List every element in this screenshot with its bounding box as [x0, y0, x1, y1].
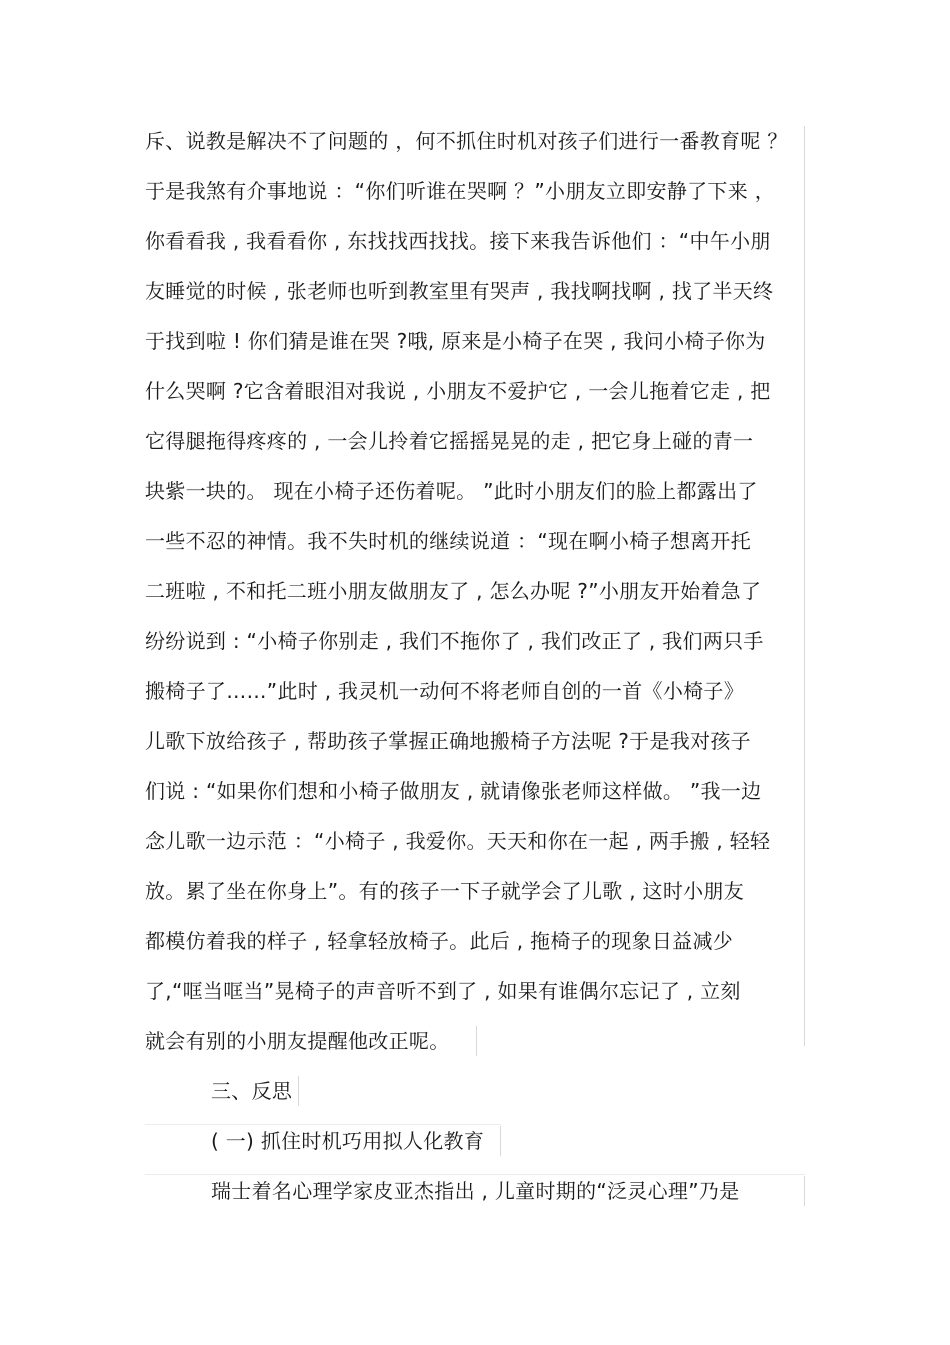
body-line-16: 放。累了坐在你身上”。有的孩子一下子就学会了儿歌 , 这时小朋友 — [145, 879, 745, 903]
body-line-1: 斥、说教是解决不了问题的 ，何不抓住时机对孩子们进行一番教育呢 ？ — [145, 129, 788, 153]
table-rule — [145, 1174, 805, 1175]
table-rule — [145, 1124, 501, 1125]
body-line-15: 念儿歌一边示范 ：“小椅子 , 我爱你。天天和你在一起 , 两手搬 , 轻轻 — [145, 829, 771, 853]
body-line-19: 就会有别的小朋友提醒他改正呢。 — [145, 1029, 450, 1053]
section-heading: 三、反思 — [211, 1079, 293, 1103]
cell-border — [298, 1076, 299, 1106]
cell-border — [804, 1176, 805, 1206]
body-line-12: 搬椅子了……”此时 , 我灵机一动何不将老师自创的一首《小椅子》 — [145, 679, 745, 703]
body-line-8: 块紫一块的。 现在小椅子还伤着呢。 ”此时小朋友们的脸上都露出了 — [145, 479, 758, 503]
body-line-2: 于是我煞有介事地说 ：“你们听谁在哭啊 ？”小朋友立即安静了下来 ， — [145, 179, 775, 203]
body-line-20: 瑞士着名心理学家皮亚杰指出 , 儿童时期的“泛灵心理”乃是 — [211, 1179, 740, 1203]
body-line-5: 于找到啦 ! 你们猜是谁在哭 ?哦, 原来是小椅子在哭 , 我问小椅子你为 — [145, 329, 766, 353]
cell-border — [476, 1026, 477, 1056]
body-line-11: 纷纷说到 : “小椅子你别走 , 我们不拖你了 , 我们改正了 , 我们两只手 — [145, 629, 764, 653]
body-line-9: 一些不忍的神情。我不失时机的继续说道 ：“现在啊小椅子想离开托 — [145, 529, 752, 553]
body-line-7: 它得腿拖得疼疼的 , 一会儿拎着它摇摇晃晃的走 , 把它身上碰的青一 — [145, 429, 754, 453]
body-line-13: 儿歌下放给孩子 , 帮助孩子掌握正确地搬椅子方法呢 ?于是我对孩子 — [145, 729, 751, 753]
body-line-10: 二班啦 , 不和托二班小朋友做朋友了 , 怎么办呢 ?”小朋友开始着急了 — [145, 579, 762, 603]
body-line-17: 都模仿着我的样子 , 轻拿轻放椅子。此后 , 拖椅子的现象日益减少 — [145, 929, 734, 953]
body-line-6: 什么哭啊 ?它含着眼泪对我说 , 小朋友不爱护它 , 一会儿拖着它走 , 把 — [145, 379, 771, 403]
subheading: ( 一) 抓住时机巧用拟人化教育 — [211, 1129, 485, 1153]
body-line-14: 们说 : “如果你们想和小椅子做朋友 , 就请像张老师这样做。 ”我一边 — [145, 779, 762, 803]
body-line-18: 了,“哐当哐当”晃椅子的声音听不到了 , 如果有谁偶尔忘记了 , 立刻 — [145, 979, 741, 1003]
body-line-4: 友睡觉的时候 , 张老师也听到教室里有哭声 , 我找啊找啊 , 找了半天终 — [145, 279, 774, 303]
cell-border — [804, 126, 805, 1046]
body-line-3: 你看看我 , 我看看你 , 东找找西找找。接下来我告诉他们 ：“中午小朋 — [145, 229, 771, 253]
cell-border — [500, 1126, 501, 1156]
